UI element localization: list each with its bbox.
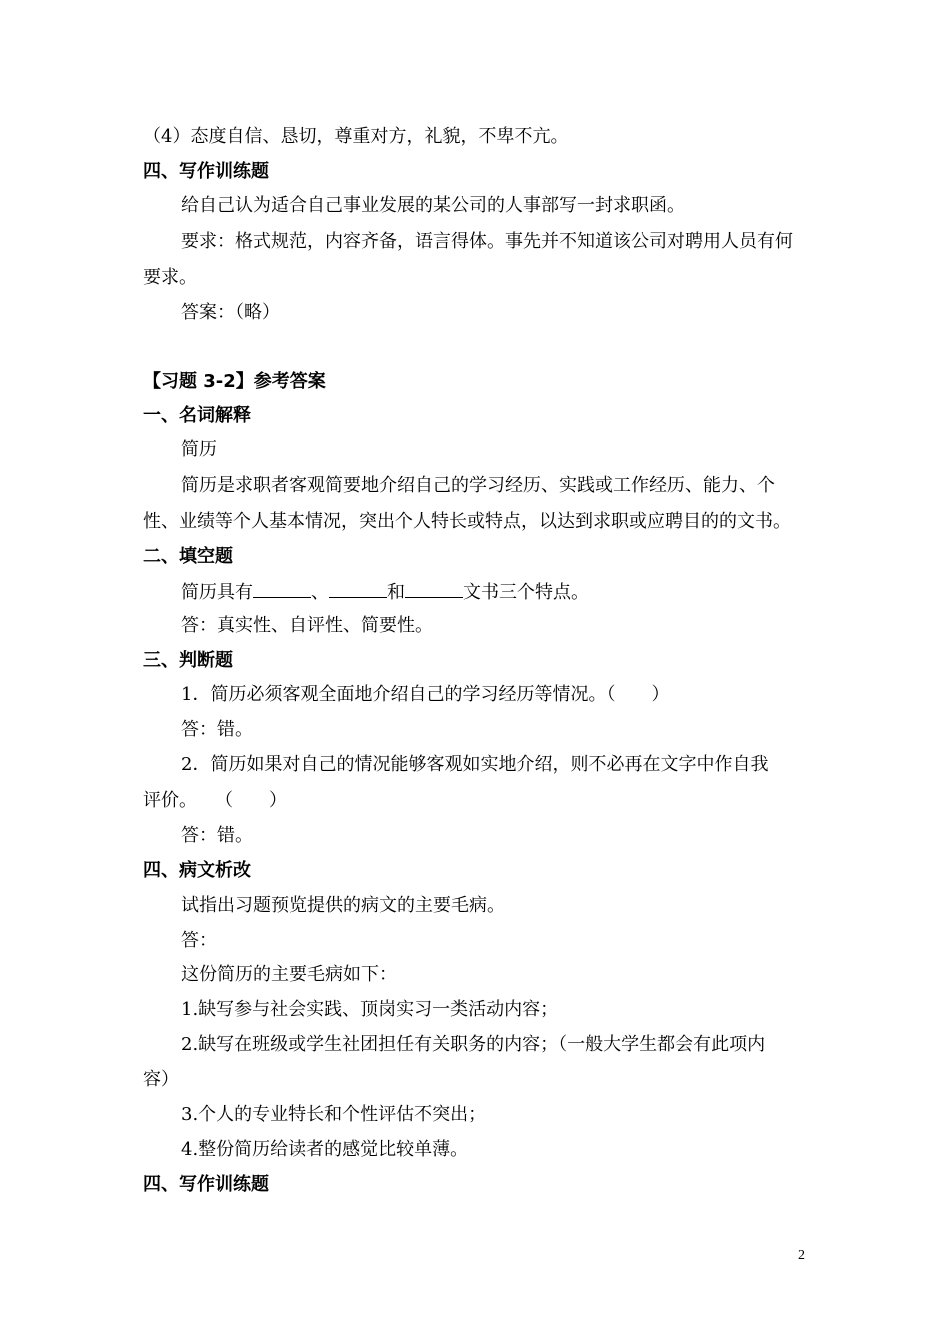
fill-text: 文书三个特点。 [463,582,589,603]
blank-2 [329,579,387,598]
text-line: 评价。 （ ） [143,790,287,811]
fill-blank-line [181,579,589,605]
text-line: 要求。 [143,267,197,288]
blank-3 [405,579,463,598]
blank-1 [253,579,311,598]
fill-text: 简历具有 [181,582,253,603]
section-heading: 三、判断题 [143,650,233,671]
exercise-heading: 【习题 3-2】参考答案 [143,371,326,392]
text-line: 要求：格式规范，内容齐备，语言得体。事先并不知道该公司对聘用人员有何 [181,231,793,252]
text-line: 这份简历的主要毛病如下： [181,964,397,985]
section-heading: 四、写作训练题 [143,1174,269,1195]
text-line: 4.整份简历给读者的感觉比较单薄。 [181,1139,469,1160]
text-line: 简历是求职者客观简要地介绍自己的学习经历、实践或工作经历、能力、个 [181,475,775,496]
fill-text: 和 [387,582,405,603]
section-heading: 四、病文析改 [143,860,251,881]
text-line: 答：错。 [181,825,253,846]
text-line: 答：错。 [181,719,253,740]
text-line: 给自己认为适合自己事业发展的某公司的人事部写一封求职函。 [181,195,685,216]
page-number: 2 [798,1248,805,1263]
text-line: 1.缺写参与社会实践、顶岗实习一类活动内容； [181,999,559,1020]
section-heading: 二、填空题 [143,546,233,567]
text-line: 答：真实性、自评性、简要性。 [181,615,433,636]
text-line: 简历 [181,439,217,460]
text-line: 容） [143,1069,179,1090]
fill-text: 、 [311,582,329,603]
text-line: 性、业绩等个人基本情况，突出个人特长或特点，以达到求职或应聘目的的文书。 [143,511,791,532]
section-heading: 一、名词解释 [143,405,251,426]
text-line: 2.缺写在班级或学生社团担任有关职务的内容；（一般大学生都会有此项内 [181,1034,766,1055]
section-heading: 四、写作训练题 [143,161,269,182]
text-line: 1．简历必须客观全面地介绍自己的学习经历等情况。（ ） [181,684,670,705]
text-line: （4）态度自信、恳切，尊重对方，礼貌，不卑不亢。 [143,126,569,147]
text-line: 答： [181,930,217,951]
text-line: 答案：（略） [181,302,280,323]
text-line: 试指出习题预览提供的病文的主要毛病。 [181,895,505,916]
text-line: 2．简历如果对自己的情况能够客观如实地介绍，则不必再在文字中作自我 [181,754,769,775]
text-line: 3.个人的专业特长和个性评估不突出； [181,1104,487,1125]
